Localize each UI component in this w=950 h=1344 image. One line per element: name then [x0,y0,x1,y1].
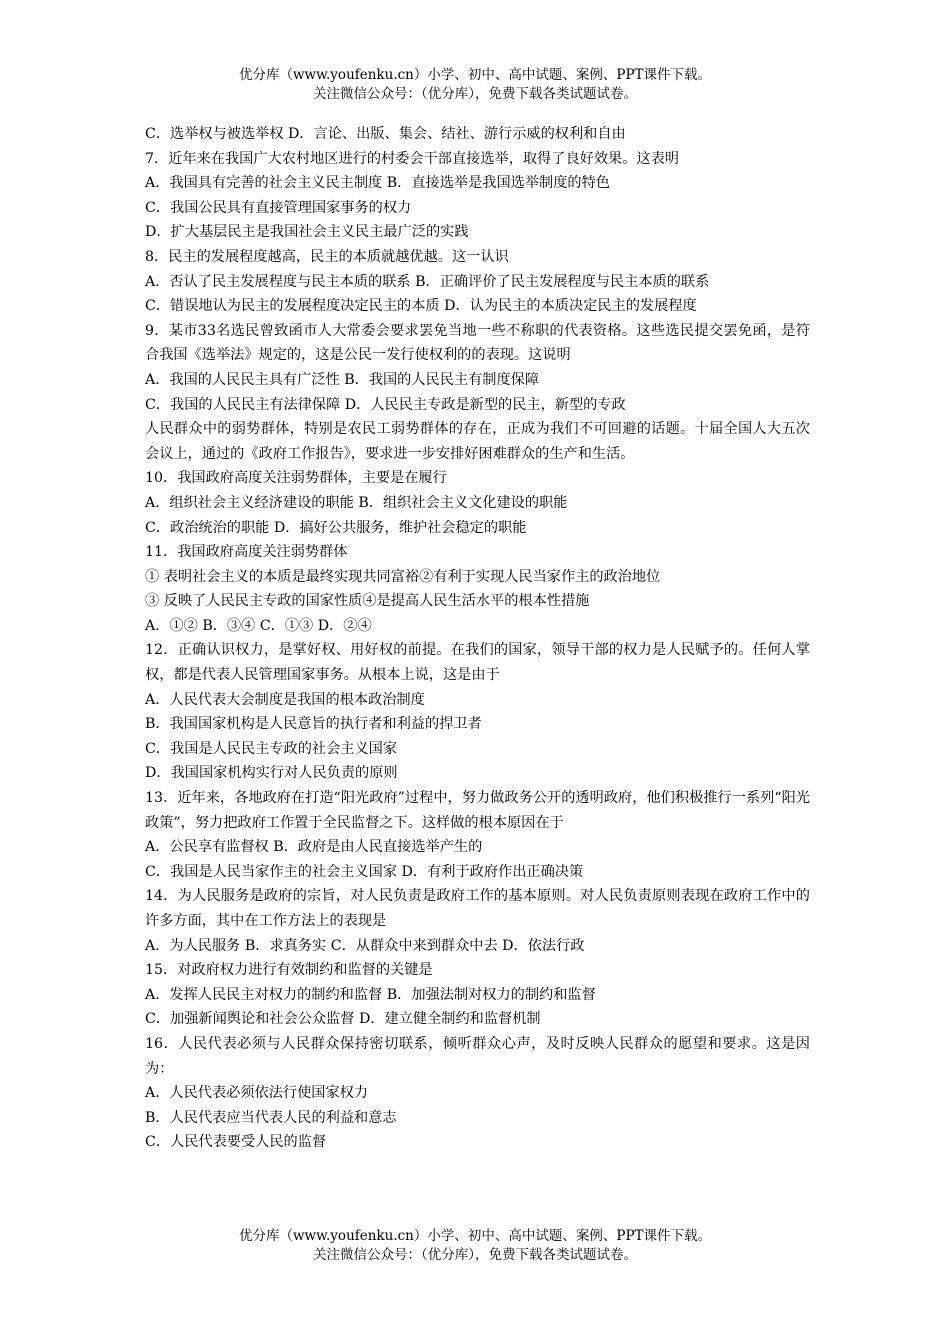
text-line: ① 表明社会主义的本质是最终实现共同富裕②有利于实现人民当家作主的政治地位 [145,568,661,585]
question-15: 15．对政府权力进行有效制约和监督的关键是 [145,962,433,979]
text-line: A．为人民服务 B．求真务实 C．从群众中来到群众中去 D．依法行政 [145,937,585,954]
text-line: A．人民代表大会制度是我国的根本政治制度 [145,691,425,708]
text-line: A．公民享有监督权 B．政府是由人民直接选举产生的 [145,839,483,856]
text-line: C．加强新闻舆论和社会公众监督 D．建立健全制约和监督机制 [145,1011,541,1028]
footer-line-1: 优分库（www.youfenku.cn）小学、初中、高中试题、案例、PPT课件下载。 [238,1228,712,1244]
text-line: D．我国国家机构实行对人民负责的原则 [145,765,398,782]
question-7: 7．近年来在我国广大农村地区进行的村委会干部直接选举，取得了良好效果。这表明 [145,150,679,167]
page-header [0,66,950,104]
text-line: A．发挥人民民主对权力的制约和监督 B．加强法制对权力的制约和监督 [145,986,596,1003]
text-line: ③ 反映了人民民主专政的国家性质④是提高人民生活水平的根本性措施 [145,593,590,610]
text-line: C．我国是人民当家作主的社会主义国家 D．有利于政府作出正确决策 [145,863,584,880]
text-line: C．选举权与被选举权 D．言论、出版、集会、结社、游行示威的权利和自由 [145,126,626,142]
question-9: 9．某市33名选民曾致函市人大常委会要求罢免当地一些不称职的代表资格。这些选民提交罢免函，是符合我国《选举法》规定的，这是公民一发行使权利的的表现。这说明 [145,322,810,364]
question-13: 13．近年来，各地政府在打造“阳光政府”过程中，努力做政务公开的透明政府，他们积极推行一系列“阳光政策”，努力把政府工作置于全民监督之下。这样做的根本原因在于 [145,790,810,831]
text-line: B．我国国家机构是人民意旨的执行者和利益的捍卫者 [145,716,482,733]
text-line: C．错误地认为民主的发展程度决定民主的本质 D．认为民主的本质决定民主的发展程度 [145,298,697,315]
text-line: C．我国公民具有直接管理国家事务的权力 [145,199,412,216]
question-8: 8．民主的发展程度越高，民主的本质就越优越。这一认识 [145,248,509,265]
page-footer [0,1227,950,1265]
text-line: A．我国的人民民主具有广泛性 B．我国的人民民主有制度保障 [145,371,540,388]
text-line: A．组织社会主义经济建设的职能 B．组织社会主义文化建设的职能 [145,494,568,511]
text-line: C．人民代表要受人民的监督 [145,1134,327,1151]
text-line: D．扩大基层民主是我国社会主义民主最广泛的实践 [145,224,469,241]
text-line: C．我国是人民民主专政的社会主义国家 [145,740,398,757]
text-line: A．①② B．③④ C．①③ D．②④ [145,617,372,634]
text-line: A．否认了民主发展程度与民主本质的联系 B．正确评价了民主发展程度与民主本质的联系 [145,273,710,290]
text-line: A．人民代表必须依法行使国家权力 [145,1085,369,1102]
question-11: 11．我国政府高度关注弱势群体 [145,544,348,561]
text-line: A．我国具有完善的社会主义民主制度 B．直接选举是我国选举制度的特色 [145,175,610,192]
question-16: 16．人民代表必须与人民群众保持密切联系，倾听群众心声，及时反映人民群众的愿望和要求。这是因为： [145,1035,810,1077]
header-line-2: 关注微信公众号：（优分库），免费下载各类试题试卷。 [313,86,637,102]
document-body [145,122,810,1155]
text-line: C．政治统治的职能 D．搞好公共服务，维护社会稳定的职能 [145,519,527,536]
text-line: C．我国的人民民主有法律保障 D．人民民主专政是新型的民主，新型的专政 [145,396,626,413]
footer-line-2: 关注微信公众号：（优分库），免费下载各类试题试卷。 [313,1247,637,1263]
passage-paragraph: 人民群众中的弱势群体，特别是农民工弱势群体的存在，正成为我们不可回避的话题。十届全国人大五次会议上，通过的《政府工作报告》，要求进一步安排好困难群众的生产和生活。 [145,421,810,462]
question-12: 12．正确认识权力，是掌好权、用好权的前提。在我们的国家，领导干部的权力是人民赋予的。任何人掌权，都是代表人民管理国家事务。从根本上说，这是由于 [145,642,810,684]
text-line: B．人民代表应当代表人民的利益和意志 [145,1109,397,1126]
question-10: 10．我国政府高度关注弱势群体，主要是在履行 [145,470,447,487]
header-line-1: 优分库（www.youfenku.cn）小学、初中、高中试题、案例、PPT课件下载。 [238,67,712,83]
question-14: 14．为人民服务是政府的宗旨，对人民负责是政府工作的基本原则。对人民负责原则表现在政府工作中的许多方面，其中在工作方法上的表现是 [145,888,810,929]
